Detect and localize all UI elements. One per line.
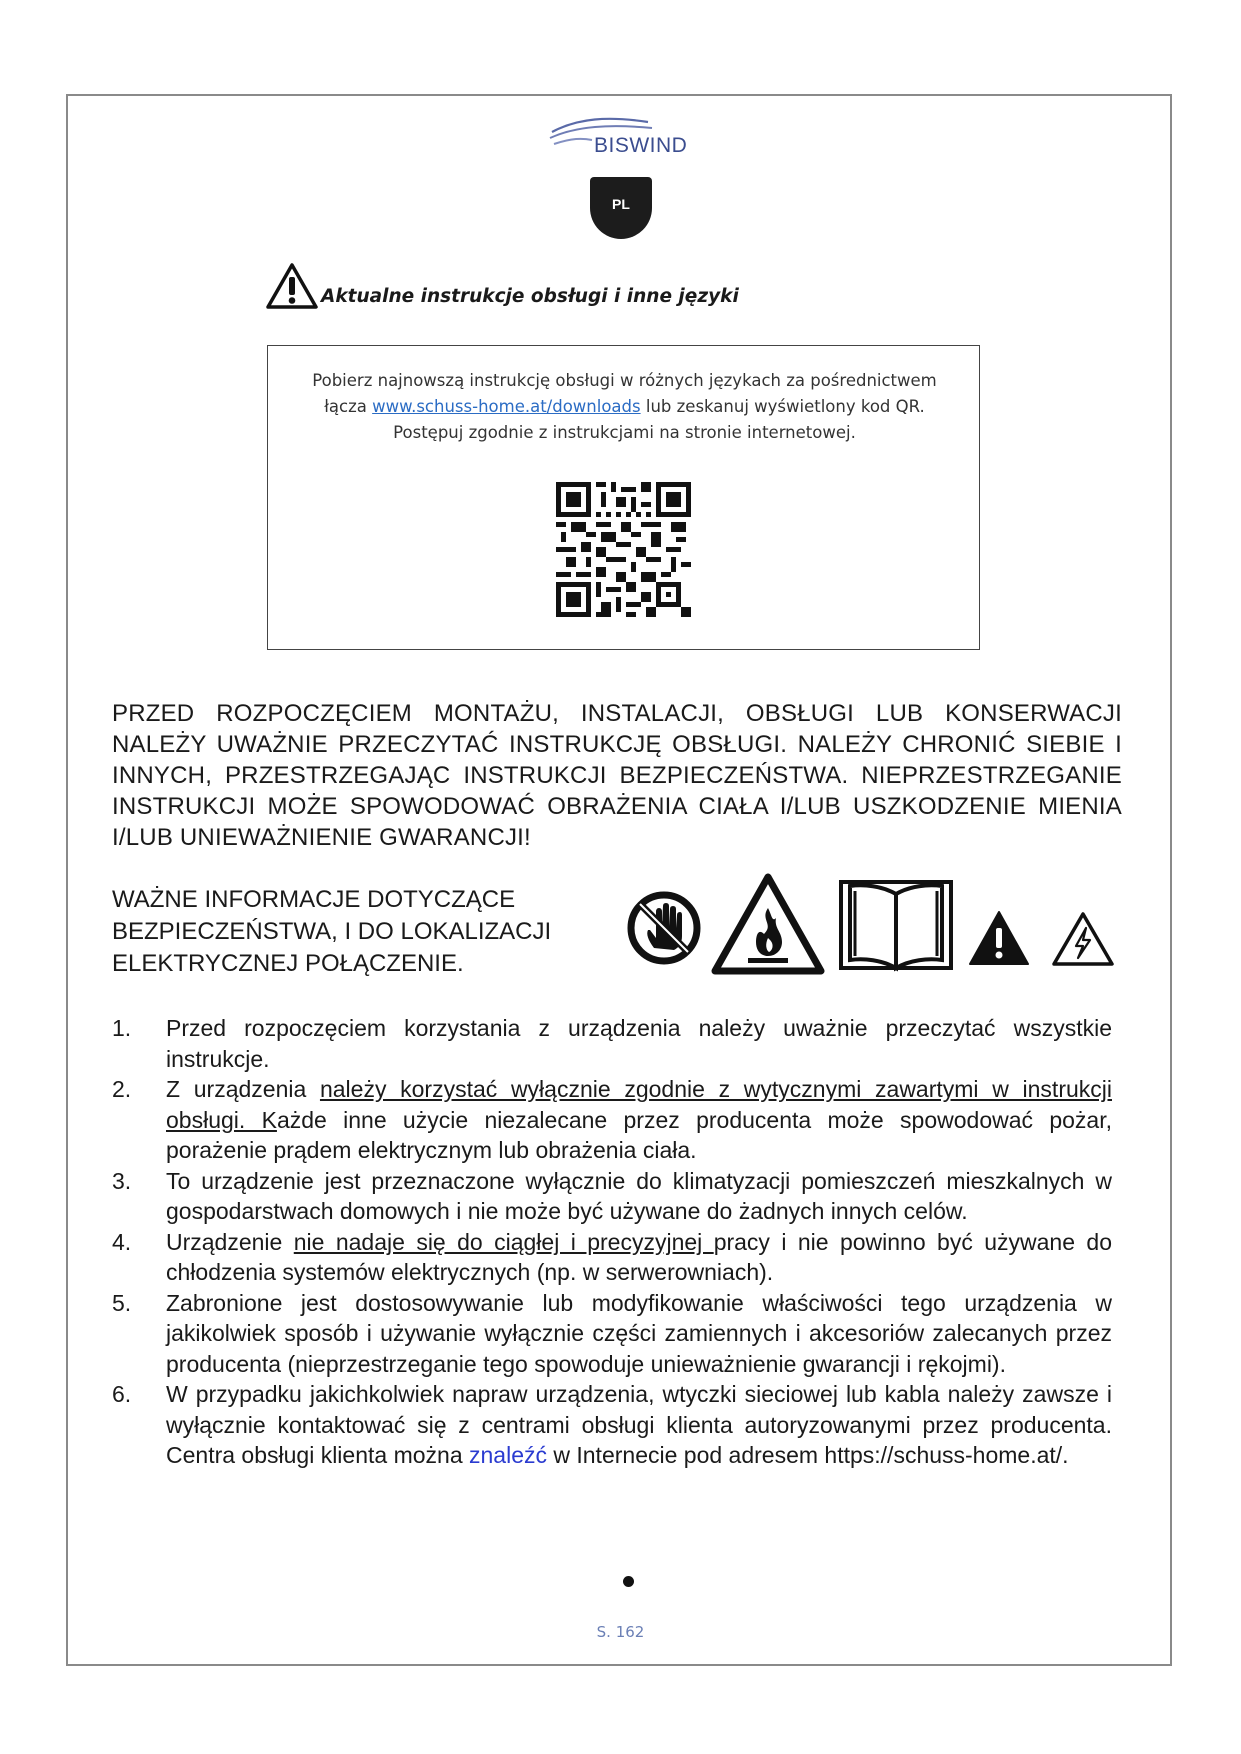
- list-item: 1. Przed rozpoczęciem korzystania z urządzenia należy uważnie przeczytać wszystkie instrukcje.: [112, 1015, 1112, 1072]
- brand-name: BISWIND: [594, 134, 688, 157]
- qr-code[interactable]: [556, 482, 691, 617]
- list-item: 2. Z urządzenia należy korzystać wyłącznie zgodnie z wytycznymi zawartymi w instrukcji obsługi. Każde inne użycie niezalecane przez producenta może spowodować pożar, porażenie prądem elektrycznym lub obrażenia ciała.: [112, 1076, 1112, 1163]
- info-line-3: Postępuj zgodnie z instrukcjami na stronie internetowej.: [393, 423, 856, 442]
- safety-section-title: WAŻNE INFORMACJE DOTYCZĄCE BEZPIECZEŃSTWA, I DO LOKALIZACJI ELEKTRYCZNEJ POŁĄCZENIE.: [112, 886, 552, 977]
- find-link-word: znaleźć: [469, 1442, 547, 1468]
- manual-heading: Aktualne instrukcje obsługi i inne języki: [321, 286, 739, 307]
- downloads-link[interactable]: www.schuss-home.at/downloads: [372, 397, 641, 416]
- list-item: 6. W przypadku jakichkolwiek napraw urządzenia, wtyczki sieciowej lub kabla należy zawsze i wyłącznie kontaktować się z centrami obsługi klienta autoryzowanymi przez producenta. Centra obsługi klienta można znaleźć w Internecie pod adresem https://schuss-home.at/.: [112, 1381, 1112, 1468]
- list-item: 4. Urządzenie nie nadaje się do ciągłej i precyzyjnej pracy i nie powinno być używane do chłodzenia systemów elektrycznych (np. w serwerowniach).: [112, 1228, 1112, 1285]
- warning-triangle-icon: [266, 262, 318, 310]
- safety-warning-paragraph: PRZED ROZPOCZĘCIEM MONTAŻU, INSTALACJI, OBSŁUGI LUB KONSERWACJI NALEŻY UWAŻNIE PRZECZYTAĆ INSTRUKCJĘ OBSŁUGI. NALEŻY CHRONIĆ SIEBIE I INNYCH, PRZESTRZEGAJĄC INSTRUKCJI BEZPIECZEŃSTWA. NIEPRZESTRZEGANIE INSTRUKCJI MOŻE SPOWODOWAĆ OBRAŻENIA CIAŁA I/LUB USZKODZENIE MIENIA I/LUB UNIEWAŻNIENIE GWARANCJI!: [112, 700, 1122, 851]
- general-warning-icon: [968, 910, 1030, 966]
- download-info-box: [267, 345, 980, 650]
- electric-shock-warning-icon: [1050, 910, 1116, 968]
- bullet-dot: [623, 1576, 634, 1587]
- safety-icons-row: [626, 872, 1126, 982]
- safety-instructions-list: [112, 1013, 1112, 1471]
- info-line-2: łącza www.schuss-home.at/downloads lub zeskanuj wyświetlony kod QR.: [324, 397, 925, 416]
- read-manual-icon: [838, 872, 954, 976]
- do-not-touch-icon: [626, 890, 702, 966]
- language-badge: PL: [590, 177, 652, 239]
- list-item: 5. Zabronione jest dostosowywanie lub modyfikowanie właściwości tego urządzenia w jakikolwiek sposób i używanie wyłącznie części zamiennych i akcesoriów zalecanych przez producenta (nieprzestrzeganie tego spowoduje unieważnienie gwarancji i rękojmi).: [112, 1289, 1112, 1377]
- info-line-1: Pobierz najnowszą instrukcję obsługi w różnych językach za pośrednictwem: [312, 371, 937, 390]
- list-item: 3. To urządzenie jest przeznaczone wyłącznie do klimatyzacji pomieszczeń mieszkalnych w gospodarstwach domowych i nie może być używane do żadnych innych celów.: [112, 1167, 1112, 1224]
- page-number: S. 162: [596, 1623, 645, 1641]
- download-info-text: [268, 368, 981, 446]
- flammable-warning-icon: [710, 872, 826, 976]
